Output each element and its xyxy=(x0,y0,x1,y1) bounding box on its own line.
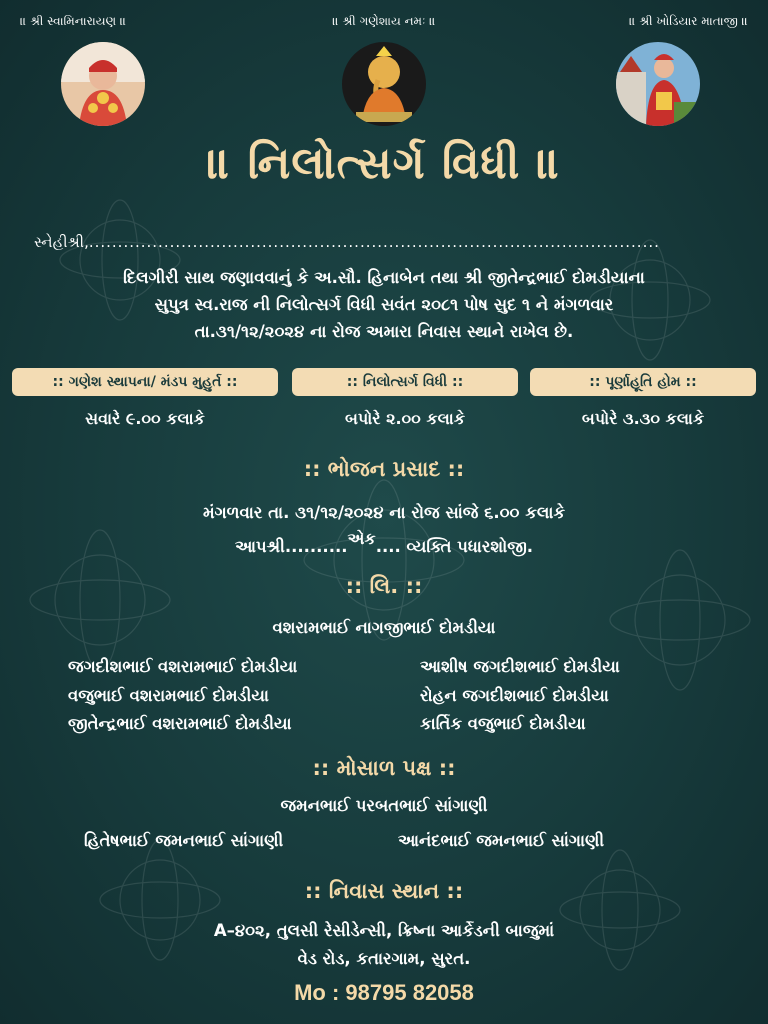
salutation xyxy=(34,233,660,251)
li-name-right: રોહન જગદીશભાઈ દોમડીયા xyxy=(420,686,609,705)
ganesh-portrait xyxy=(342,42,426,126)
li-name-right: કાર્તિક વજુભાઈ દોમડીયા xyxy=(420,714,586,733)
li-heading: :: લિ. :: xyxy=(345,574,423,598)
khodiyar-mataji-portrait xyxy=(616,42,700,126)
bhojan-guest-dots: .... xyxy=(375,537,401,556)
header-center: ॥ શ્રી ગણેશાય નમઃ ॥ xyxy=(332,14,436,28)
event-time-ganesh-sthapana: સવારે ૯.૦૦ કલાકે xyxy=(85,409,205,428)
page-title: ॥ નિલોત્સર્ગ વિધી ॥ xyxy=(207,138,561,189)
announcement-line: દિલગીરી સાથ જણાવવાનું કે અ.સૌ. હિનાબેન તથા શ્રી જીતેન્દ્રભાઈ દોમડીયાના xyxy=(123,268,645,287)
bhojan-guest-prefix: આપશ્રી xyxy=(234,537,285,556)
bhojan-guest-line xyxy=(0,529,768,557)
event-time-purnahuti-hom: બપોરે ૩.૩૦ કલાકે xyxy=(581,409,705,428)
bhojan-guest-suffix: વ્યક્તિ પધારશોજી. xyxy=(400,537,534,556)
bhojan-guest-count: એક xyxy=(347,529,376,548)
mosal-name-right: આનંદભાઈ જમનભાઈ સાંગાણી xyxy=(398,831,605,850)
bhojan-guest-dots: .......... xyxy=(284,537,348,556)
header-left: ॥ શ્રી સ્વામિનારાયણ ॥ xyxy=(20,14,127,28)
mosal-heading: :: મોસાળ પક્ષ :: xyxy=(312,756,456,780)
address-heading: :: નિવાસ સ્થાન :: xyxy=(304,879,464,903)
li-name-right: આશીષ જગદીશભાઈ દોમડીયા xyxy=(420,657,620,676)
li-name-left: વજુભાઈ વશરામભાઈ દોમડીયા xyxy=(68,686,269,705)
bhojan-date-line: મંગળવાર તા. ૩૧/૧૨/૨૦૨૪ ના રોજ સાંજે ૬.૦૦ કલાકે xyxy=(202,503,566,522)
announcement-line: તા.૩૧/૧૨/૨૦૨૪ ના રોજ અમારા નિવાસ સ્થાને રાખેલ છે. xyxy=(194,322,574,341)
mobile-number: Mo : 98795 82058 xyxy=(294,980,474,1005)
mosal-name-left: હિતેષભાઈ જમનભાઈ સાંગાણી xyxy=(84,831,284,850)
salutation-label: સ્નેહીશ્રી, xyxy=(34,233,89,251)
event-label-nilotsarg-vidhi: :: નિલોત્સર્ગ વિધી :: xyxy=(292,368,518,396)
li-name-left: જગદીશભાઈ વશરામભાઈ દોમડીયા xyxy=(68,657,298,676)
salutation-dots: ................................................................................................... xyxy=(88,233,660,251)
li-name-left: જીતેન્દ્રભાઈ વશરામભાઈ દોમડીયા xyxy=(68,714,292,733)
bhojan-heading: :: ભોજન પ્રસાદ :: xyxy=(303,457,465,481)
announcement-line: સુપુત્ર સ્વ.રાજ ની નિલોત્સર્ગ વિધી સવંત ૨૦૮૧ પોષ સુદ ૧ ને મંગળવાર xyxy=(154,295,614,314)
li-head-name: વશરામભાઈ નાગજીભાઈ દોમડીયા xyxy=(272,618,496,637)
mosal-head-name: જમનભાઈ પરબતભાઈ સાંગાણી xyxy=(280,796,488,815)
event-time-nilotsarg-vidhi: બપોરે ૨.૦૦ કલાકે xyxy=(345,409,465,428)
announcement-paragraph xyxy=(24,264,744,345)
swaminarayan-portrait xyxy=(61,42,145,126)
event-label-ganesh-sthapana: :: ગણેશ સ્થાપના/ મંડપ મુહુર્ત :: xyxy=(12,368,278,396)
address-line-1: A–૪૦૨, તુલસી રેસીડેન્સી, ક્રિષ્ના આર્કેડની બાજુમાં xyxy=(213,921,555,940)
address-line-2: વેડ રોડ, કતારગામ, સુરત. xyxy=(297,949,471,968)
event-label-purnahuti-hom: :: પૂર્ણાહૂતિ હોમ :: xyxy=(530,368,756,396)
header-right: ॥ શ્રી ખોડિયાર માતાજી ॥ xyxy=(629,14,748,28)
